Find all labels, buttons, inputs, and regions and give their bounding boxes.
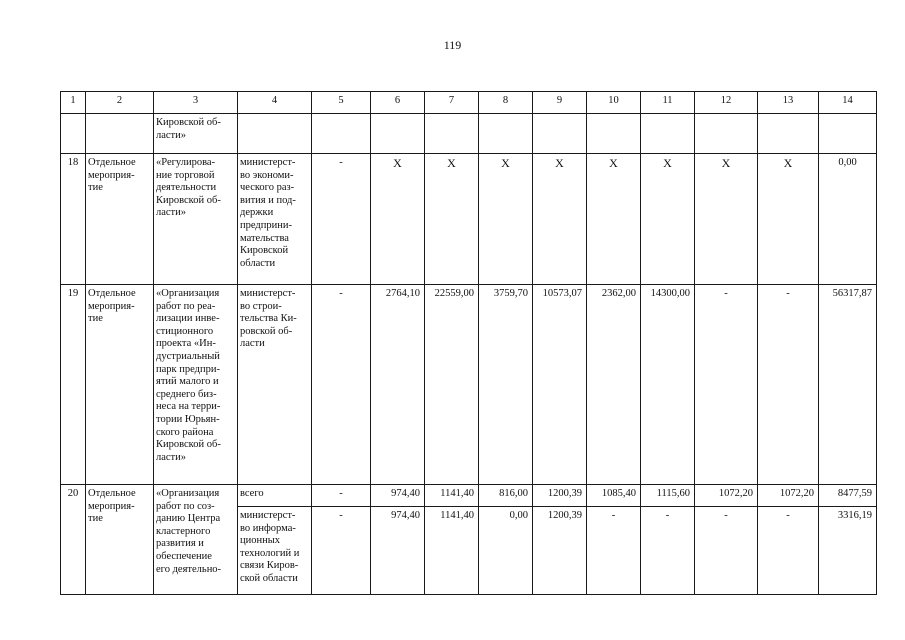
value-cell: 2362,00: [587, 285, 641, 485]
value-cell: Х: [695, 154, 758, 285]
header-cell: 14: [819, 92, 877, 114]
table-cell: [479, 114, 533, 154]
value-cell: -: [312, 154, 371, 285]
table-cell: [641, 114, 695, 154]
table-cell: [758, 114, 819, 154]
header-cell: 7: [425, 92, 479, 114]
value-cell: -: [587, 507, 641, 595]
value-cell: 22559,00: [425, 285, 479, 485]
value-cell: 1072,20: [758, 485, 819, 507]
program-name-cell: «Регулирова- ние торговой деятельности Кировской об- ласти»: [154, 154, 238, 285]
table-cell: [425, 114, 479, 154]
table-cell: [587, 114, 641, 154]
table-cell: [61, 114, 86, 154]
table-row-19: [61, 285, 877, 485]
value-cell: -: [758, 507, 819, 595]
executor-cell: министерст- во экономи- ческого раз- вития и под- держки предприни- мательства Кировской области: [238, 154, 312, 285]
table-row-18: [61, 154, 877, 285]
value-cell: 1141,40: [425, 485, 479, 507]
header-cell: 2: [86, 92, 154, 114]
table-row-continuation: [61, 114, 877, 154]
value-cell: -: [312, 285, 371, 485]
value-cell: 1072,20: [695, 485, 758, 507]
header-cell: 12: [695, 92, 758, 114]
table-cell: [695, 114, 758, 154]
value-cell: 1200,39: [533, 507, 587, 595]
row-number-cell: 20: [61, 485, 86, 595]
measure-type-cell: Отдельное мероприя- тие: [86, 285, 154, 485]
budget-table: [60, 91, 877, 595]
measure-type-cell: Отдельное мероприя- тие: [86, 485, 154, 595]
value-cell: 3759,70: [479, 285, 533, 485]
executor-cell: министерст- во строи- тельства Ки- ровской об- ласти: [238, 285, 312, 485]
table-cell: [312, 114, 371, 154]
value-cell: Х: [758, 154, 819, 285]
page-number: 119: [443, 38, 462, 52]
value-cell: Х: [641, 154, 695, 285]
value-cell: Х: [425, 154, 479, 285]
value-cell: -: [758, 285, 819, 485]
header-cell: 5: [312, 92, 371, 114]
table-cell: [238, 114, 312, 154]
value-cell: 2764,10: [371, 285, 425, 485]
value-cell: Х: [371, 154, 425, 285]
executor-cell: министерст- во информа- ционных технологий и связи Киров- ской области: [238, 507, 312, 595]
executor-cell: всего: [238, 485, 312, 507]
row-number-cell: 18: [61, 154, 86, 285]
row-number-cell: 19: [61, 285, 86, 485]
value-cell: -: [695, 285, 758, 485]
table-cell: [371, 114, 425, 154]
value-cell: -: [312, 507, 371, 595]
header-cell: 8: [479, 92, 533, 114]
table-row-20-total: [61, 485, 877, 507]
header-row: [61, 92, 877, 114]
value-cell: 1200,39: [533, 485, 587, 507]
value-cell: 816,00: [479, 485, 533, 507]
value-cell: 974,40: [371, 485, 425, 507]
total-cell: 8477,59: [819, 485, 877, 507]
value-cell: 10573,07: [533, 285, 587, 485]
program-name-cell: «Организация работ по реа- лизации инве- стиционного проекта «Ин- дустриальный парк предпри- ятий малого и среднего биз- неса на терри- тории Юрьян- ского района Кировской об- ласти»: [154, 285, 238, 485]
value-cell: Х: [533, 154, 587, 285]
value-cell: 1115,60: [641, 485, 695, 507]
header-cell: 9: [533, 92, 587, 114]
header-cell: 6: [371, 92, 425, 114]
header-cell: 13: [758, 92, 819, 114]
header-cell: 3: [154, 92, 238, 114]
value-cell: 0,00: [479, 507, 533, 595]
measure-type-cell: Отдельное мероприя- тие: [86, 154, 154, 285]
header-cell: 1: [61, 92, 86, 114]
value-cell: 974,40: [371, 507, 425, 595]
table-cell: [86, 114, 154, 154]
total-cell: 0,00: [819, 154, 877, 285]
header-cell: 4: [238, 92, 312, 114]
table-cell: [819, 114, 877, 154]
total-cell: 3316,19: [819, 507, 877, 595]
value-cell: 1141,40: [425, 507, 479, 595]
header-cell: 11: [641, 92, 695, 114]
value-cell: -: [641, 507, 695, 595]
header-cell: 10: [587, 92, 641, 114]
total-cell: 56317,87: [819, 285, 877, 485]
value-cell: -: [695, 507, 758, 595]
program-name-cell: «Организация работ по соз- данию Центра кластерного развития и обеспечение его деятельно-: [154, 485, 238, 595]
program-name-cell: Кировской об- ласти»: [154, 114, 238, 154]
value-cell: 1085,40: [587, 485, 641, 507]
value-cell: Х: [479, 154, 533, 285]
table-cell: [533, 114, 587, 154]
value-cell: -: [312, 485, 371, 507]
value-cell: Х: [587, 154, 641, 285]
value-cell: 14300,00: [641, 285, 695, 485]
